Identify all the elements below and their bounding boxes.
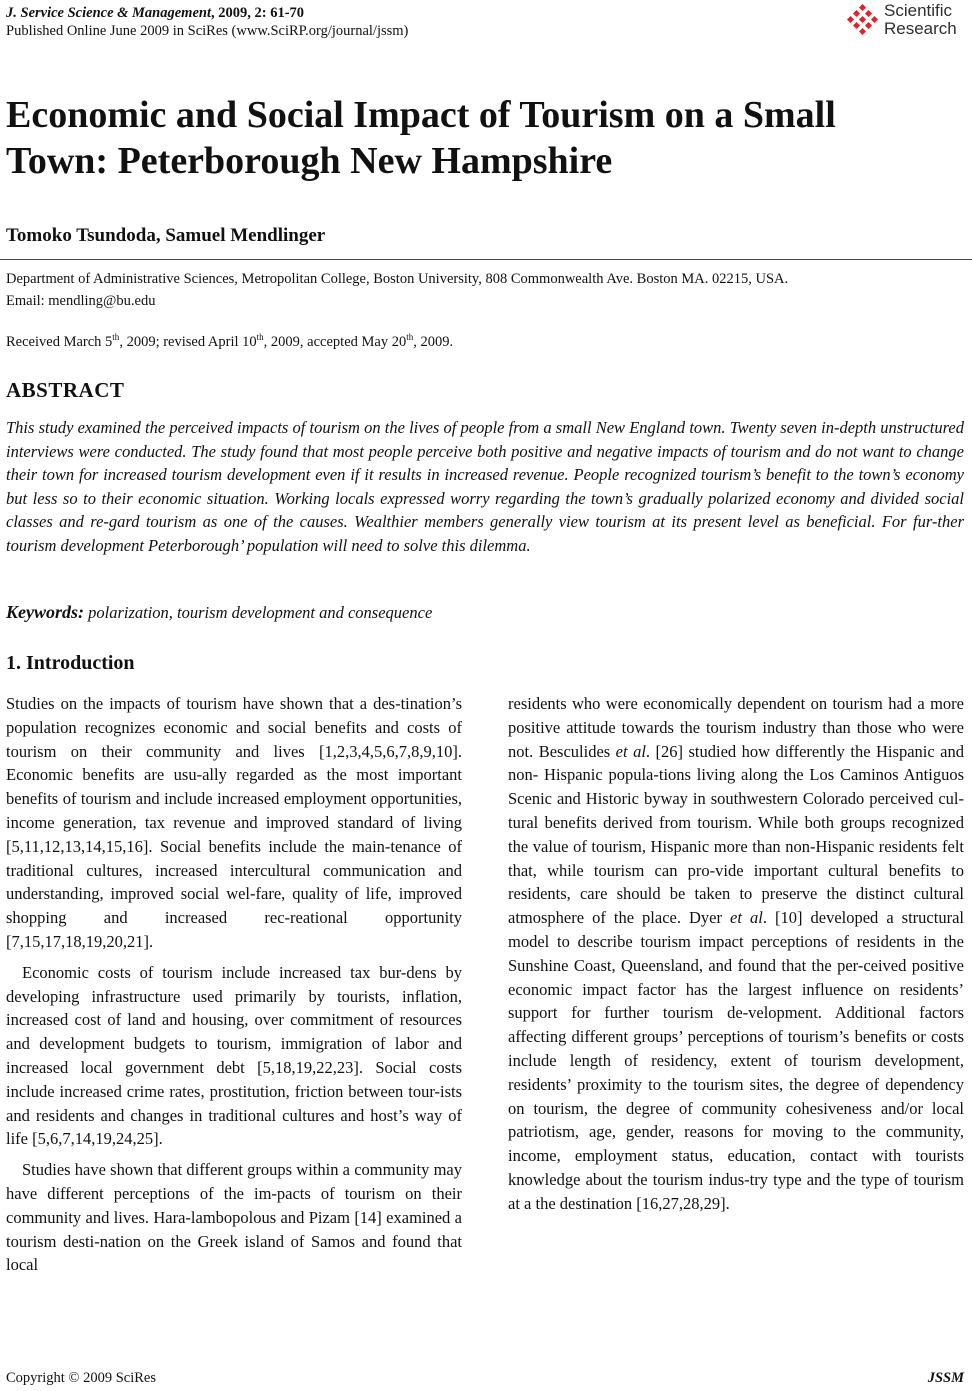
logo-line-2: Research [884, 19, 957, 38]
affiliation: Department of Administrative Sciences, Metropolitan College, Boston University, 808 Commonwealth Ave. Boston MA. 02215, USA. [6, 271, 789, 287]
published-online: Published Online June 2009 in SciRes (www.SciRP.org/journal/jssm) [6, 23, 409, 39]
paragraph: Economic costs of tourism include increased tax bur-dens by developing infrastructure used primarily by tourists, inflation, increased cost of land and housing, over commitment of resources and development budgets to tourism, immigration of labor and increased local government debt [5,18,19,22,23]. Social costs include increased crime rates, prostitution, friction between tour-ists and residents and changes in traditional cultures and host’s way of life [5,6,7,14,19,24,25]. [6, 962, 462, 1149]
body-column-left [6, 692, 462, 1284]
abstract-text: This study examined the perceived impacts of tourism on the lives of people from a small New England town. Twenty seven in-depth unstructured interviews were conducted. The study found that most people perceive both positive and negative impacts of tourism and do not want to change their town for increased tourism development even if it results in increased revenue. People recognized tourism’s benefit to the town’s economy but less so to their economic situation. Working locals expressed worry regarding the town’s gradually polarized economy and divided social classes and re-gard tourism as one of the causes. Wealthier members generally view tourism at its present level as beneficial. For fur-ther tourism development Peterborough’ population will need to solve this dilemma. [6, 418, 964, 555]
journal-volume: , 2009, 2: 61-70 [210, 5, 305, 21]
logo-line-1: Scientific [884, 1, 953, 20]
received-sup: th [112, 332, 120, 342]
email: Email: mendling@bu.edu [6, 293, 156, 309]
page-footer [6, 1370, 964, 1387]
paragraph-text: . [26] studied how differently the Hispanic and non- Hispanic popula-tions living along the Los Caminos Antiguos Scenic and Historic byway in southwestern Colorado perceived cul-tural benefits derived from tourism. While both groups recognized the value of tourism, Hispanic more than non-Hispanic residents felt that, while tourism can pro-vide important cultural benefits to residents, care should be taken to preserve the distinct cultural atmosphere of the place. Dyer [508, 741, 964, 928]
journal-abbreviation: JSSM [927, 1370, 964, 1386]
accepted-text: , 2009, accepted May 20 [263, 333, 407, 350]
abstract-heading: ABSTRACT [6, 378, 125, 402]
journal-citation [6, 4, 408, 22]
keywords-label: Keywords: [6, 602, 84, 622]
accepted-year: , 2009. [413, 333, 454, 350]
logo-text [884, 2, 957, 38]
paragraph-text: . [10] developed a structural model to describe tourism impact perceptions of residents in the Sunshine Coast, Queensland, and found that the per-ceived positive economic impact factor has the largest influence on residents’ support for further tourism de-velopment. Additional factors affecting different groups’ perceptions of tourism’s benefits or costs include length of residency, extent of tourism development, residents’ proximity to the tourism sites, the degree of dependency on tourism, the degree of community cohesiveness and/or local patriotism, age, gender, reasons for moving to the community, income, employment status, education, contact with tourists knowledge about the tourism indus-try type and the type of tourism at a the destination [16,27,28,29]. [508, 908, 964, 1213]
received-text: Received March 5 [6, 333, 113, 350]
journal-name: J. Service Science & Management [6, 5, 211, 21]
received-dates [6, 332, 453, 351]
publisher-logo [846, 2, 964, 42]
affiliation-block [6, 268, 788, 312]
journal-header [6, 4, 408, 40]
revised-text: , 2009; revised April 10 [119, 333, 257, 350]
paragraph: Studies have shown that different groups within a community may have different perceptions of the im-pacts of tourism on their community and lives. Hara-lambopolous and Pizam [14] examined a tourism desti-nation on the Greek island of Samos and found that local [6, 1160, 462, 1275]
revised-sup: th [256, 332, 264, 342]
copyright: Copyright © 2009 SciRes [6, 1370, 156, 1386]
author-list: Tomoko Tsundoda, Samuel Mendlinger [6, 225, 326, 246]
keywords-value: polarization, tourism development and consequence [88, 603, 433, 622]
paragraph [508, 692, 964, 1216]
paragraph-text: residents who were economically dependent on tourism had a more positive attitude towards the tourism industry than those who were not. Besculides [508, 694, 964, 761]
body-column-right [508, 692, 964, 1223]
section-heading: 1. Introduction [6, 652, 135, 674]
paragraph: Studies on the impacts of tourism have shown that a des-tination’s population recognizes economic and social benefits and costs of tourism on their community and lives [1,2,3,4,5,6,7,8,9,10]. Economic benefits are usu-ally regarded as the most important benefits of tourism and include increased employment opportunities, income generation, tax revenue and improved standard of living [5,11,12,13,14,15,16]. Social benefits include the main-tenance of traditional cultures, increased intercultural communication and understanding, improved social wel-fare, quality of life, improved shopping and increased rec-reational opportunity [7,15,17,18,19,20,21]. [6, 694, 462, 951]
logo-mark-icon [846, 4, 880, 38]
et-al: et al [730, 908, 763, 928]
keywords-line [6, 602, 432, 623]
et-al: et al [615, 741, 646, 761]
header-divider [0, 259, 972, 260]
accepted-sup: th [406, 332, 414, 342]
paper-title: Economic and Social Impact of Tourism on a Small Town: Peterborough New Hampshire [6, 94, 836, 182]
